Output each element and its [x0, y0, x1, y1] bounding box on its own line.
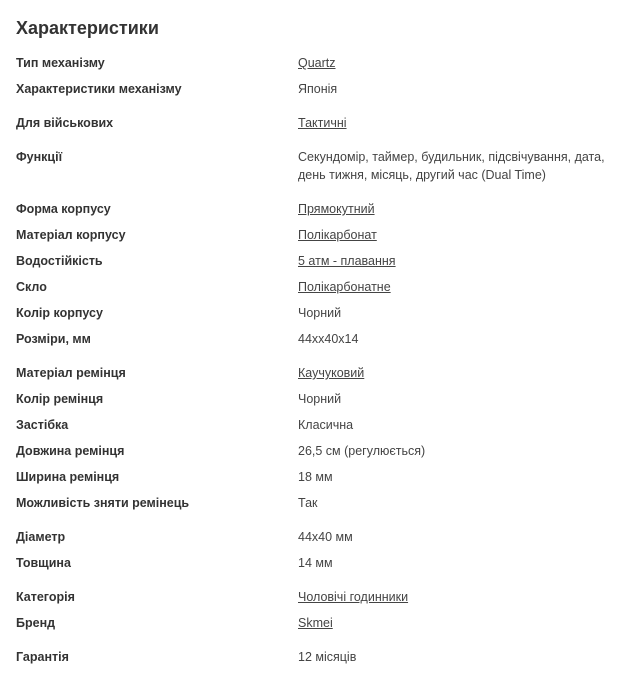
- spec-value: 44х40 мм: [298, 530, 353, 544]
- spec-value: [298, 54, 626, 72]
- spec-label: Колір ремінця: [16, 392, 104, 406]
- spec-value-link[interactable]: Каучуковий: [298, 366, 365, 380]
- spec-row: [16, 252, 626, 270]
- spec-label: Форма корпусу: [16, 202, 111, 216]
- spec-value: 18 мм: [298, 470, 333, 484]
- spec-value: [298, 364, 626, 382]
- spec-label: Товщина: [16, 556, 71, 570]
- spec-value-link[interactable]: Skmei: [298, 616, 333, 630]
- spec-row: [16, 278, 626, 296]
- spec-value: Чорний: [298, 306, 342, 320]
- spec-value: [298, 226, 626, 244]
- spec-label: Колір корпусу: [16, 306, 103, 320]
- spec-value-link[interactable]: Тактичні: [298, 116, 347, 130]
- spec-value: Класична: [298, 418, 354, 432]
- spec-label: Діаметр: [16, 530, 66, 544]
- spec-row: [16, 148, 626, 184]
- spec-label: Довжина ремінця: [16, 444, 125, 458]
- spec-row: [16, 554, 626, 572]
- spec-value: [298, 200, 626, 218]
- spec-row: [16, 114, 626, 132]
- spec-label: Водостійкість: [16, 254, 103, 268]
- spec-row: [16, 304, 626, 322]
- spec-row: [16, 416, 626, 434]
- spec-label: Можливість зняти ремінець: [16, 496, 190, 510]
- spec-value: Так: [298, 496, 318, 510]
- spec-value: 14 мм: [298, 556, 333, 570]
- spec-row: [16, 200, 626, 218]
- spec-value: 12 місяців: [298, 650, 357, 664]
- spec-label: Застібка: [16, 418, 69, 432]
- spec-value: [298, 614, 626, 632]
- spec-label: Бренд: [16, 616, 56, 630]
- spec-value: Японія: [298, 82, 338, 96]
- spec-row: [16, 528, 626, 546]
- spec-value-link[interactable]: 5 атм - плавання: [298, 254, 396, 268]
- spec-value: [298, 278, 626, 296]
- spec-value-link[interactable]: Прямокутний: [298, 202, 375, 216]
- spec-row: [16, 614, 626, 632]
- spec-label: Категорія: [16, 590, 75, 604]
- spec-row: [16, 80, 626, 98]
- spec-value: 26,5 см (регулюється): [298, 444, 426, 458]
- spec-label: Для військових: [16, 116, 114, 130]
- section-title: Характеристики: [16, 18, 159, 38]
- spec-row: [16, 330, 626, 348]
- spec-value-link[interactable]: Полікарбонатне: [298, 280, 391, 294]
- spec-row: [16, 468, 626, 486]
- spec-row: [16, 442, 626, 460]
- spec-value-link[interactable]: Чоловічі годинники: [298, 590, 409, 604]
- spec-row: [16, 54, 626, 72]
- spec-row: [16, 364, 626, 382]
- spec-row: [16, 588, 626, 606]
- spec-value-link[interactable]: Quartz: [298, 56, 336, 70]
- spec-value: [298, 588, 626, 606]
- spec-row: [16, 390, 626, 408]
- spec-label: Характеристики механізму: [16, 82, 182, 96]
- spec-value: [298, 114, 626, 132]
- spec-label: Матеріал корпусу: [16, 228, 126, 242]
- spec-value: [298, 252, 626, 270]
- spec-label: Ширина ремінця: [16, 470, 120, 484]
- spec-row: [16, 648, 626, 666]
- spec-value: 44хх40х14: [298, 332, 359, 346]
- spec-label: Скло: [16, 280, 47, 294]
- spec-row: [16, 494, 626, 512]
- spec-label: Матеріал ремінця: [16, 366, 126, 380]
- spec-label: Розміри, мм: [16, 332, 91, 346]
- spec-row: [16, 226, 626, 244]
- spec-value-link[interactable]: Полікарбонат: [298, 228, 377, 242]
- spec-label: Функції: [16, 150, 63, 164]
- spec-label: Тип механізму: [16, 56, 105, 70]
- spec-value: Секундомір, таймер, будильник, підсвічування, дата, день тижня, місяць, другий час (Dual Time): [298, 150, 605, 182]
- spec-label: Гарантія: [16, 650, 69, 664]
- spec-value: Чорний: [298, 392, 342, 406]
